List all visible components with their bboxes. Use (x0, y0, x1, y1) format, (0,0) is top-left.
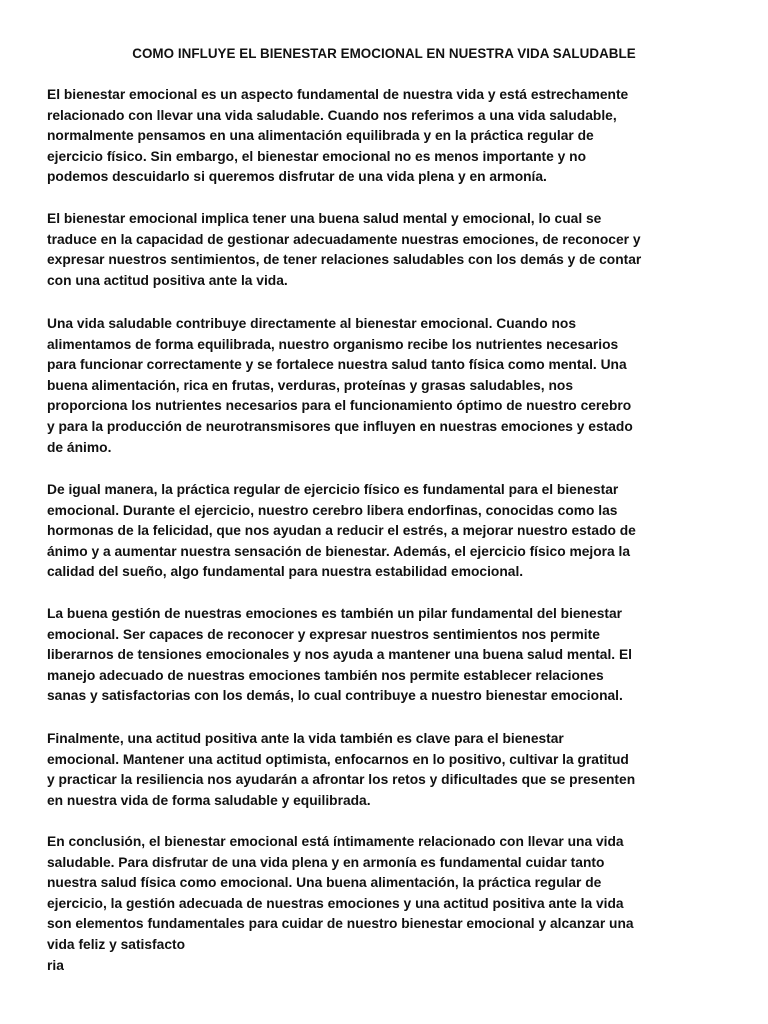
paragraph-line: y para la producción de neurotransmisores que influyen en nuestras emociones y estado (47, 418, 633, 434)
paragraph-line: expresar nuestros sentimientos, de tener relaciones saludables con los demás y de contar (47, 252, 642, 268)
paragraph-line: ejercicio físico. Sin embargo, el bienestar emocional no es menos importante y no (47, 148, 586, 164)
paragraph-line: buena alimentación, rica en frutas, verduras, proteínas y grasas saludables, nos (47, 377, 574, 393)
paragraph-line: calidad del sueño, algo fundamental para nuestra estabilidad emocional. (47, 564, 524, 580)
paragraph-6 (47, 729, 737, 811)
paragraph-line: nuestra salud física como emocional. Una buena alimentación, la práctica regular de (47, 875, 602, 891)
paragraph-line: de ánimo. (47, 439, 112, 455)
paragraph-line: podemos descuidarlo si queremos disfrutar de una vida plena y en armonía. (47, 169, 547, 185)
paragraph-line: traduce en la capacidad de gestionar adecuadamente nuestras emociones, de reconocer y (47, 231, 641, 247)
paragraph-line: normalmente pensamos en una alimentación equilibrada y en la práctica regular de (47, 128, 594, 144)
paragraph-line: saludable. Para disfrutar de una vida plena y en armonía es fundamental cuidar tanto (47, 854, 605, 870)
paragraph-line: y practicar la resiliencia nos ayudarán a afrontar los retos y dificultades que se presenten (47, 772, 636, 788)
paragraph-line: en nuestra vida de forma saludable y equilibrada. (47, 792, 371, 808)
paragraph-line: ria (47, 957, 64, 973)
paragraph-line: emocional. Ser capaces de reconocer y expresar nuestros sentimientos nos permite (47, 626, 600, 642)
paragraph-line: El bienestar emocional es un aspecto fundamental de nuestra vida y está estrechamente (47, 87, 629, 102)
paragraph-line: En conclusión, el bienestar emocional está íntimamente relacionado con llevar una vida (47, 834, 624, 849)
paragraph-line: son elementos fundamentales para cuidar de nuestro bienestar emocional y alcanzar una (47, 916, 634, 932)
paragraph-line: Una vida saludable contribuye directamente al bienestar emocional. Cuando nos (47, 316, 577, 331)
paragraph-line: con una actitud positiva ante la vida. (47, 272, 288, 288)
paragraph-line: alimentamos de forma equilibrada, nuestro organismo recibe los nutrientes necesarios (47, 336, 619, 352)
paragraph-line: emocional. Mantener una actitud optimista, enfocarnos en lo positivo, cultivar la gratitud (47, 751, 629, 767)
paragraph-7 (47, 832, 737, 976)
paragraph-line: proporciona los nutrientes necesarios para el funcionamiento óptimo de nuestro cerebro (47, 398, 632, 414)
paragraph-5 (47, 604, 737, 707)
paragraph-3 (47, 314, 737, 458)
paragraph-line: La buena gestión de nuestras emociones es también un pilar fundamental del bienestar (47, 606, 623, 621)
paragraph-line: relacionado con llevar una vida saludable. Cuando nos referimos a una vida saludable, (47, 107, 617, 123)
paragraph-line: sanas y satisfactorias con los demás, lo cual contribuye a nuestro bienestar emocional. (47, 688, 623, 704)
document-title: COMO INFLUYE EL BIENESTAR EMOCIONAL EN NUESTRA VIDA SALUDABLE (132, 46, 636, 61)
paragraph-line: ejercicio, la gestión adecuada de nuestras emociones y una actitud positiva ante la vida (47, 895, 624, 911)
paragraph-line: liberarnos de tensiones emocionales y nos ayuda a mantener una buena salud mental. El (47, 647, 633, 663)
paragraph-line: manejo adecuado de nuestras emociones también nos permite establecer relaciones (47, 667, 604, 683)
paragraph-line: ánimo y a aumentar nuestra sensación de bienestar. Además, el ejercicio físico mejora la (47, 543, 631, 559)
paragraph-line: vida feliz y satisfacto (47, 936, 186, 952)
paragraph-2 (47, 209, 737, 291)
paragraph-line: emocional. Durante el ejercicio, nuestro cerebro libera endorfinas, conocidas como las (47, 502, 618, 518)
paragraph-4 (47, 480, 737, 583)
paragraph-1 (47, 85, 737, 188)
paragraph-line: hormonas de la felicidad, que nos ayudan a reducir el estrés, a mejorar nuestro estado de (47, 523, 636, 539)
paragraph-line: para funcionar correctamente y se fortalece nuestra salud tanto física como mental. Una (47, 357, 627, 373)
paragraph-line: De igual manera, la práctica regular de ejercicio físico es fundamental para el bienestar (47, 482, 619, 497)
paragraph-line: El bienestar emocional implica tener una buena salud mental y emocional, lo cual se (47, 211, 602, 226)
paragraph-line: Finalmente, una actitud positiva ante la vida también es clave para el bienestar (47, 731, 564, 746)
